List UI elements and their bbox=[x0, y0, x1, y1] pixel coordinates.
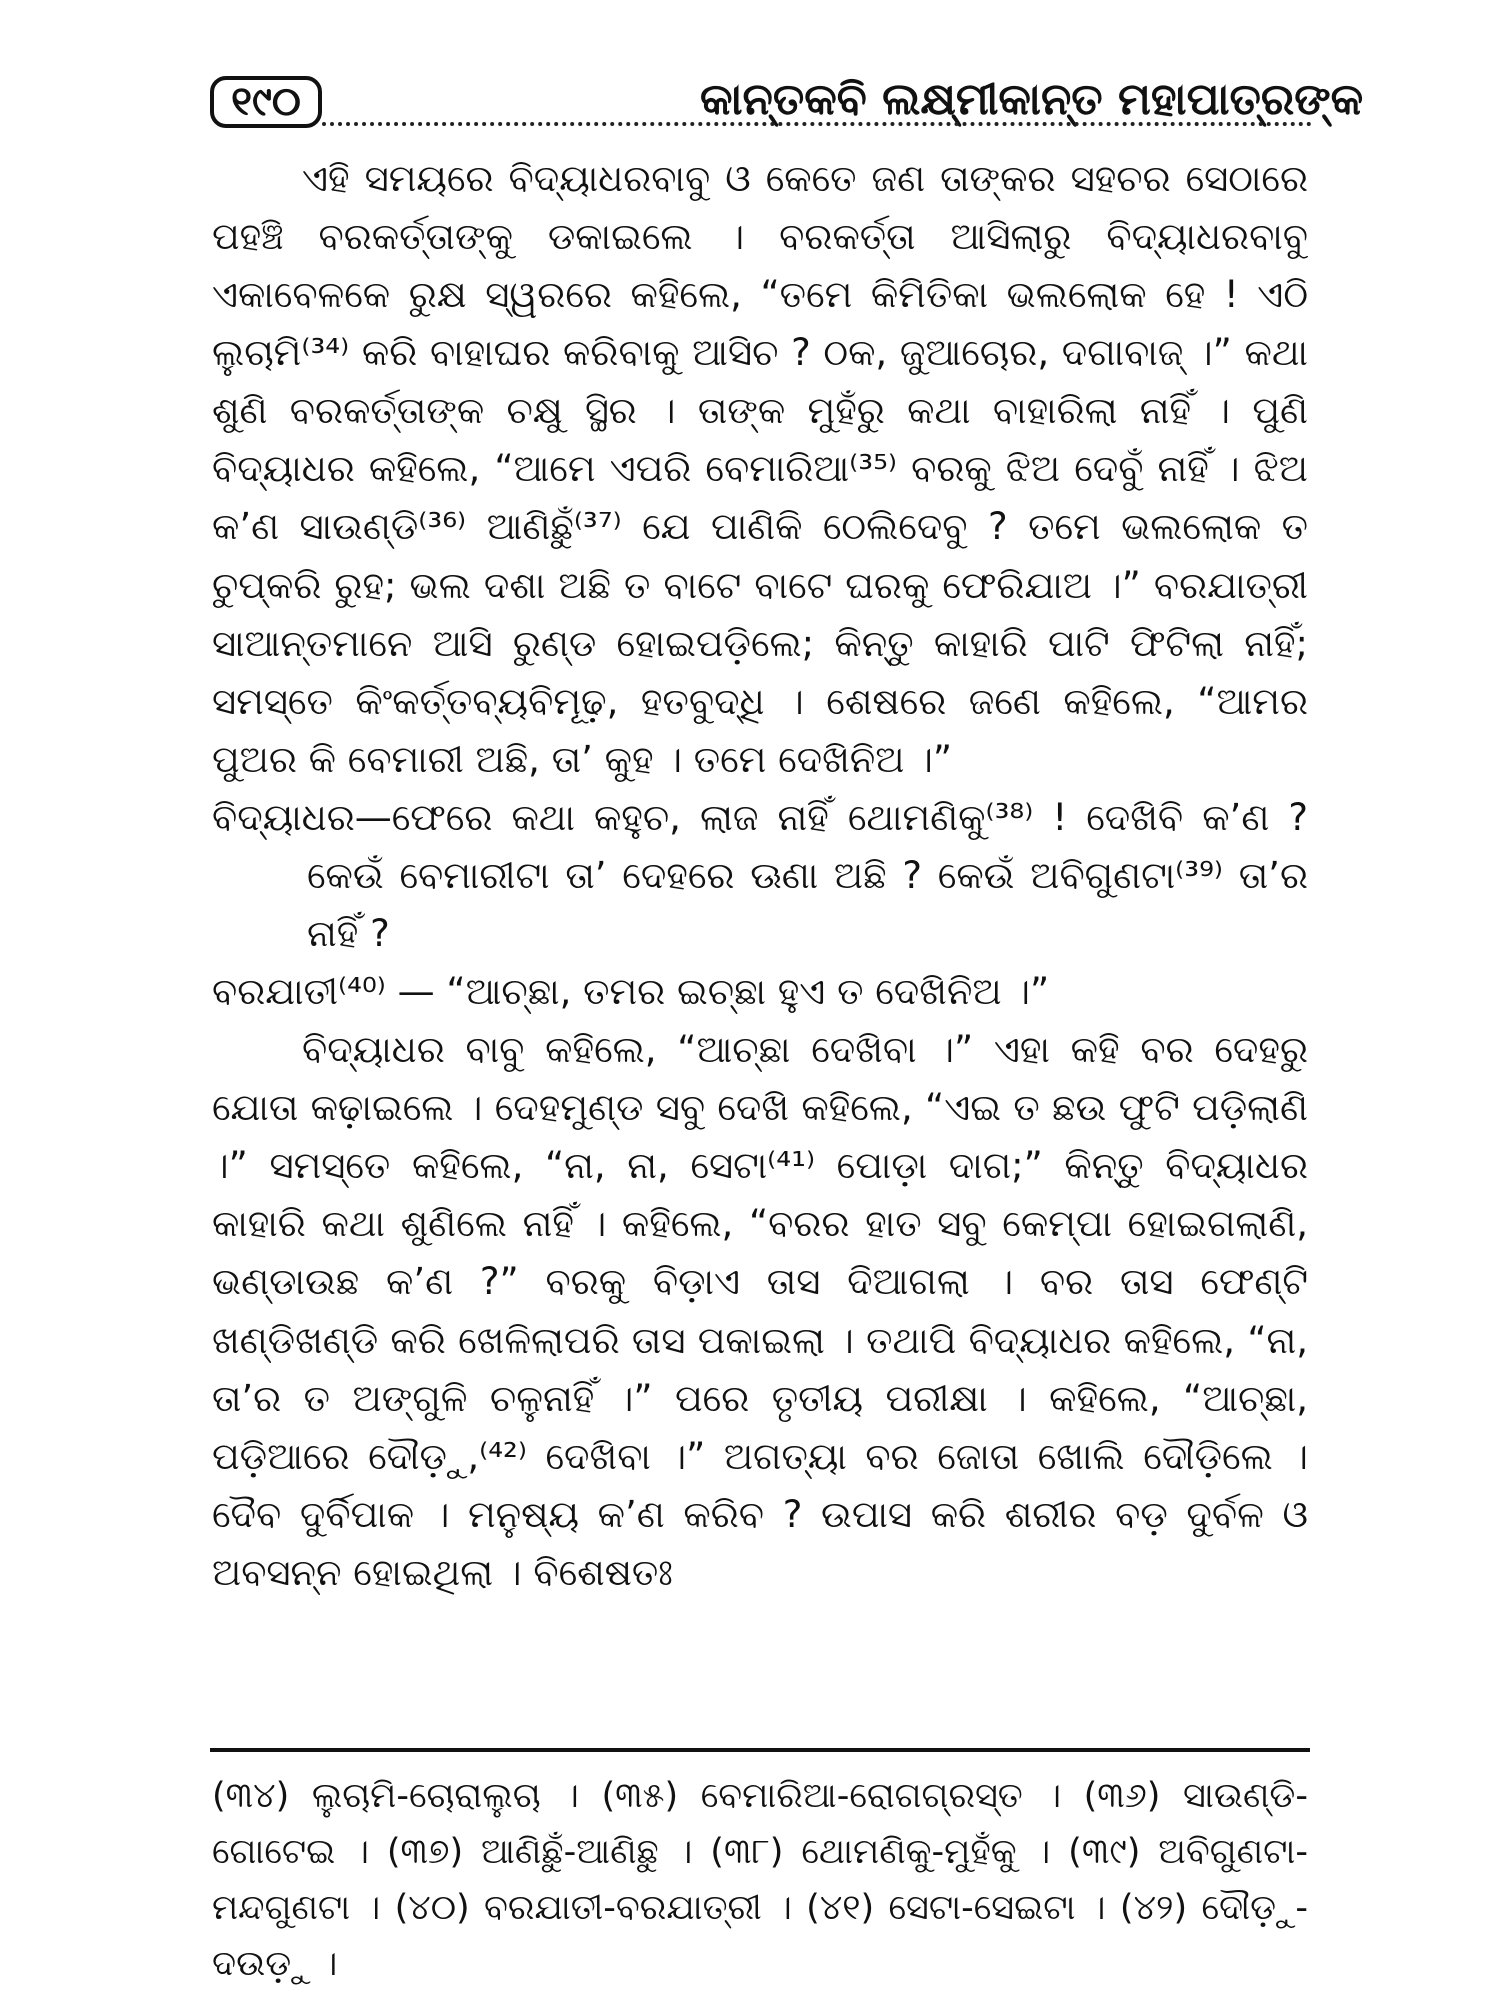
paragraph: ବିଦ୍ୟାଧର ବାବୁ କହିଲେ, “ଆଚ୍ଛା ଦେଖିବା ।” ଏହା କହି ବର ଦେହରୁ ଯୋତା କଢ଼ାଇଲେ । ଦେହମୁଣ୍ଡ ସବୁ ଦେଖି କହିଲେ, “ଏଇ ତ ଛଉ ଫୁଟି ପଡ଼ିଲାଣି ।” ସମସ୍ତେ କହିଲେ, “ନା, ନା, ସେଟା⁽⁴¹⁾ ପୋଡ଼ା ଦାଗ;” କିନ୍ତୁ ବିଦ୍ୟାଧର କାହାରି କଥା ଶୁଣିଲେ ନାହିଁ । କହିଲେ, “ବରର ହାତ ସବୁ କେମ୍ପା ହୋଇଗଲାଣି, ଭଣ୍ଡାଉଛ କ’ଣ ?” ବରକୁ ବିଡ଼ାଏ ତାସ ଦିଆଗଲା । ବର ତାସ ଫେଣ୍ଟି ଖଣ୍ଡିଖଣ୍ଡି କରି ଖେଳିଲାପରି ତାସ ପକାଇଲା । ତଥାପି ବିଦ୍ୟାଧର କହିଲେ, “ନା, ତା’ର ତ ଅଙ୍ଗୁଳି ଚଳୁନାହିଁ ।” ପରେ ତୃତୀୟ ପରୀକ୍ଷା । କହିଲେ, “ଆଚ୍ଛା, ପଡ଼ିଆରେ ଦୌଡ଼ୁ,⁽⁴²⁾ ଦେଖିବା ।” ଅଗତ୍ୟା ବର ଜୋତା ଖୋଲି ଦୌଡ଼ିଲେ । ଦୈବ ଦୁର୍ବିପାକ । ମନୁଷ୍ୟ କ’ଣ କରିବ ? ଉପାସ କରି ଶରୀର ବଡ଼ ଦୁର୍ବଳ ଓ ଅବସନ୍ନ ହୋଇଥିଲା । ବିଶେଷତଃ bbox=[212, 1028, 1308, 1594]
page-number: ୧୯୦ bbox=[210, 76, 322, 128]
footnotes bbox=[212, 1768, 1308, 1992]
dialogue-barajati: ବରଯାତୀ⁽⁴⁰⁾ — “ଆଚ୍ଛା, ତମର ଇଚ୍ଛା ହୁଏ ତ ଦେଖିନିଅ ।” bbox=[212, 970, 1050, 1014]
dialogue-vidyadhar: ବିଦ୍ୟାଧର—ଫେରେ କଥା କହୁଚ, ଲାଜ ନାହିଁ ଥୋମଣିକୁ⁽³⁸⁾ ! ଦେଖିବି କ’ଣ ? କେଉଁ ବେମାରୀଟା ତା’ ଦେହରେ ଊଣା ଅଛି ? କେଉଁ ଅବିଗୁଣଟା⁽³⁹⁾ ତା’ର ନାହିଁ ? bbox=[212, 795, 1308, 956]
footnote-rule bbox=[210, 1748, 1310, 1752]
footnote-text: (୩୪) ଲୁଚାମି-ଚୋରାଲୁଚା । (୩୫) ବେମାରିଆ-ରୋଗଗ୍ରସ୍ତ । (୩୬) ସାଉଣ୍ଡି-ଗୋଟେଇ । (୩୭) ଆଣିଛୁଁ-ଆଣିଛୁ । (୩୮) ଥୋମଣିକୁ-ମୁହଁକୁ । (୩୯) ଅବିଗୁଣଟା-ମନ୍ଦଗୁଣଟା । (୪୦) ବରଯାତୀ-ବରଯାତ୍ରୀ । (୪୧) ସେଟା-ସେଇଟା । (୪୨) ଦୌଡ଼ୁ-ଦଉଡ଼ୁ । bbox=[212, 1776, 1308, 1984]
running-head: କାନ୍ତକବି ଲକ୍ଷ୍ମୀକାନ୍ତ ମହାପାତ୍ରଙ୍କ bbox=[700, 74, 1364, 125]
paragraph: ଏହି ସମୟରେ ବିଦ୍ୟାଧରବାବୁ ଓ କେତେ ଜଣ ତାଙ୍କର ସହଚର ସେଠାରେ ପହଞ୍ଚି ବରକର୍ତ୍ତାଙ୍କୁ ଡକାଇଲେ । ବରକର୍ତ୍ତା ଆସିଲାରୁ ବିଦ୍ୟାଧରବାବୁ ଏକାବେଳକେ ରୁକ୍ଷ ସ୍ୱରରେ କହିଲେ, “ତମେ କିମିତିକା ଭଲଲୋକ ହେ ! ଏଠି ଲୁଚାମି⁽³⁴⁾ କରି ବାହାଘର କରିବାକୁ ଆସିଚ ? ଠକ, ଜୁଆଚୋର, ଦଗାବାଜ୍ ।” କଥା ଶୁଣି ବରକର୍ତ୍ତାଙ୍କ ଚକ୍ଷୁ ସ୍ଥିର । ତାଙ୍କ ମୁହଁରୁ କଥା ବାହାରିଲା ନାହିଁ । ପୁଣି ବିଦ୍ୟାଧର କହିଲେ, “ଆମେ ଏପରି ବେମାରିଆ⁽³⁵⁾ ବରକୁ ଝିଅ ଦେବୁଁ ନାହିଁ । ଝିଅ କ’ଣ ସାଉଣ୍ଡି⁽³⁶⁾ ଆଣିଛୁଁ⁽³⁷⁾ ଯେ ପାଣିକି ଠେଲିଦେବୁ ? ତମେ ଭଲଲୋକ ତ ଚୁପ୍‌କରି ରୁହ; ଭଲ ଦଶା ଅଛି ତ ବାଟେ ବାଟେ ଘରକୁ ଫେରିଯାଅ ।” ବରଯାତ୍ରୀ ସାଆନ୍ତମାନେ ଆସି ରୁଣ୍ଡ ହୋଇପଡ଼ିଲେ; କିନ୍ତୁ କାହାରି ପାଟି ଫିଟିଲା ନାହିଁ; ସମସ୍ତେ କିଂକର୍ତ୍ତବ୍ୟବିମୂଢ଼, ହତବୁଦ୍ଧି । ଶେଷରେ ଜଣେ କହିଲେ, “ଆମର ପୁଅର କି ବେମାରୀ ଅଛି, ତା’ କୁହ । ତମେ ଦେଖିନିଅ ।” bbox=[212, 157, 1308, 781]
body-text bbox=[212, 150, 1308, 1602]
header-dotted-rule bbox=[322, 122, 1312, 126]
